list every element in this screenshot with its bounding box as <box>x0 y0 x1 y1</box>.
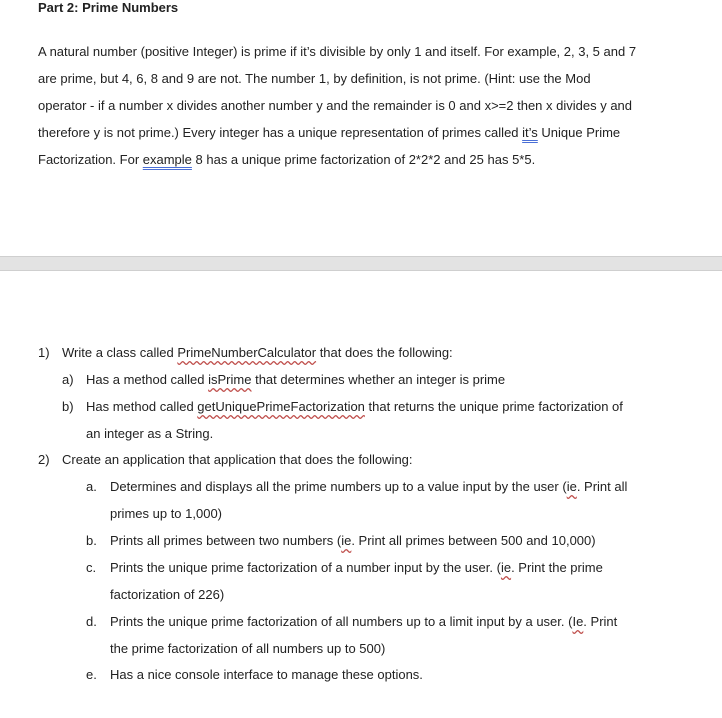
item-text: . Print all primes between 500 and 10,000) <box>351 533 596 548</box>
list-item: Create an application that application that does the following: <box>62 452 413 467</box>
item-text: Write a class called <box>62 345 178 360</box>
spelling-flagged-word: ie <box>500 560 512 575</box>
intro-paragraph <box>38 38 678 173</box>
list-item-continuation: factorization of 226) <box>110 587 225 602</box>
item-text: . Print all <box>576 479 628 494</box>
item-text: . Print <box>583 614 618 629</box>
list-item <box>110 533 596 548</box>
item-text: that does the following: <box>316 345 453 360</box>
intro-text: 8 has a unique prime factorization of 2*2*2 and 25 has 5*5. <box>191 152 536 167</box>
intro-line-3: operator - if a number x divides another number y and the remainder is 0 and x>=2 then x divides y and <box>38 98 633 113</box>
list-item-continuation: primes up to 1,000) <box>110 506 223 521</box>
list-item <box>86 372 505 387</box>
list-number: e. <box>86 667 97 682</box>
grammar-flagged-word: it’s <box>522 125 538 140</box>
spelling-flagged-word: getUniquePrimeFactorization <box>197 399 365 414</box>
spelling-flagged-word: ie <box>341 533 352 548</box>
list-number: d. <box>86 614 97 629</box>
document-page-1 <box>0 0 722 256</box>
spelling-flagged-word: Ie <box>572 614 584 629</box>
spelling-flagged-word: isPrime <box>208 372 252 387</box>
intro-text: Factorization. For <box>38 152 143 167</box>
item-text: Prints all primes between two numbers ( <box>110 533 342 548</box>
spelling-flagged-word: PrimeNumberCalculator <box>177 345 317 360</box>
intro-text: Unique Prime <box>537 125 621 140</box>
page-break-gap <box>0 256 722 271</box>
list-item: Has a nice console interface to manage these options. <box>110 667 423 682</box>
document-page-2 <box>0 271 722 718</box>
list-number: a. <box>86 479 97 494</box>
intro-text: therefore y is not prime.) Every integer has a unique representation of primes called <box>38 125 523 140</box>
item-text: Prints the unique prime factorization of all numbers up to a limit input by a user. ( <box>110 614 573 629</box>
intro-line-2: are prime, but 4, 6, 8 and 9 are not. The number 1, by definition, is not prime. (Hint: use the Mod <box>38 71 591 86</box>
list-item-continuation: an integer as a String. <box>86 426 214 441</box>
list-number: 2) <box>38 452 50 467</box>
item-text: that returns the unique prime factorization of <box>364 399 623 414</box>
list-item <box>110 614 617 629</box>
list-item <box>62 345 453 360</box>
list-number: c. <box>86 560 97 575</box>
list-item <box>110 479 627 494</box>
list-item <box>110 560 603 575</box>
list-item-continuation: the prime factorization of all numbers up to 500) <box>110 641 386 656</box>
intro-line-1: A natural number (positive Integer) is prime if it’s divisible by only 1 and itself. For example, 2, 3, 5 and 7 <box>38 44 637 59</box>
spelling-flagged-word: ie <box>566 479 577 494</box>
item-text: Determines and displays all the prime numbers up to a value input by the user ( <box>110 479 567 494</box>
item-text: Has a method called <box>86 372 209 387</box>
section-heading: Part 2: Prime Numbers <box>38 0 179 15</box>
item-text: that determines whether an integer is prime <box>251 372 506 387</box>
list-item <box>86 399 623 414</box>
item-text: Prints the unique prime factorization of a number input by the user. ( <box>110 560 501 575</box>
item-text: . Print the prime <box>511 560 603 575</box>
intro-line-4 <box>38 119 678 146</box>
item-text: Has method called <box>86 399 198 414</box>
list-number: b. <box>86 533 97 548</box>
list-number: 1) <box>38 345 50 360</box>
intro-line-5 <box>38 146 678 173</box>
list-number: b) <box>62 399 74 414</box>
grammar-flagged-word: example <box>142 152 192 167</box>
list-number: a) <box>62 372 74 387</box>
